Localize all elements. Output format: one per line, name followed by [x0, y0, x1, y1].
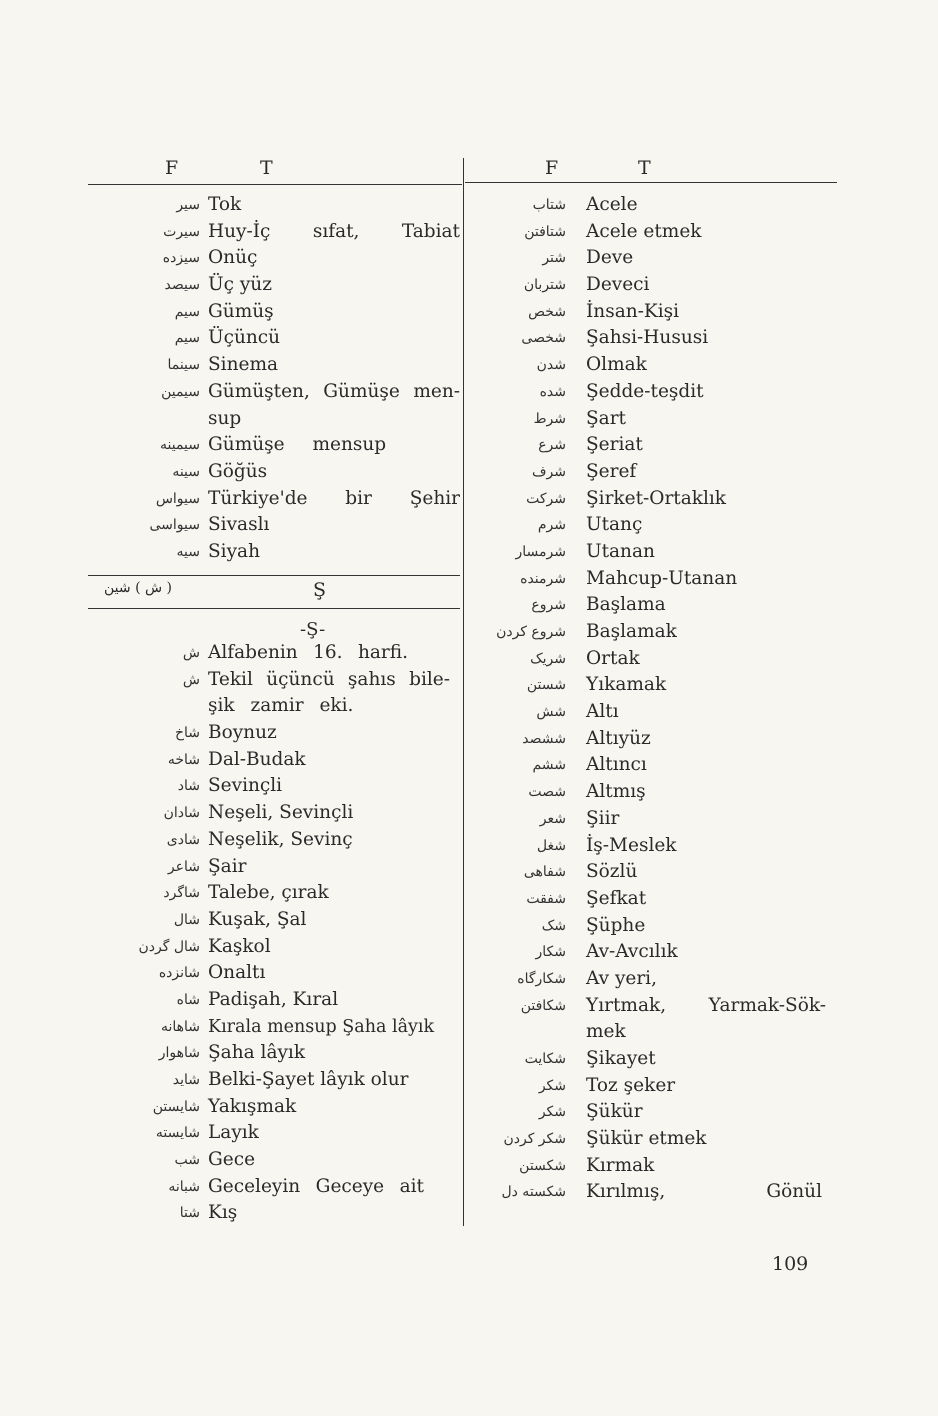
- list-item: سیواس Türkiye'de bir Şehir: [155, 487, 460, 509]
- list-item: شبانه Geceleyin Geceye ait: [168, 1175, 424, 1197]
- list-item: شده Şedde-teşdit: [539, 380, 704, 402]
- list-item: شاگرد Talebe, çırak: [163, 882, 329, 904]
- list-item: شاهانه Kırala mensup Şaha lâyık: [160, 1016, 435, 1037]
- list-item: mek: [586, 1021, 626, 1043]
- list-item: sup: [208, 407, 242, 429]
- list-item: شاه Padişah, Kıral: [176, 988, 339, 1010]
- list-item: ششصد Altıyüz: [522, 727, 651, 749]
- list-item: سینما Sinema: [167, 354, 279, 376]
- list-item: شال Kuşak, Şal: [173, 908, 307, 930]
- list-item: شرمنده Mahcup-Utanan: [520, 567, 738, 589]
- list-item: شفقت Şefkat: [526, 887, 647, 909]
- list-item: شکایت Şikayet: [524, 1048, 656, 1069]
- list-item: شرع Şeriat: [538, 434, 643, 456]
- list-item: شاد Sevinçli: [177, 775, 283, 797]
- left-entries-section-s: [88, 640, 460, 1227]
- list-item: شادی Neşelik, Sevinç: [166, 828, 353, 850]
- list-item: سیزده Onüç: [162, 247, 258, 269]
- list-item: شکر Toz şeker: [538, 1074, 676, 1096]
- list-item: شصت Altmış: [528, 781, 646, 803]
- list-item: شروع کردن Başlamak: [496, 621, 677, 642]
- list-item: سینه Göğüs: [172, 460, 268, 482]
- list-item: ش Tekil üçüncü şahıs bile-: [182, 668, 450, 690]
- list-item: شتربان Deveci: [523, 274, 650, 296]
- list-item: شخصی Şahsi-Hususi: [521, 327, 709, 349]
- list-item: شاعر Şair: [167, 855, 247, 877]
- list-item: شرکت Şirket-Ortaklık: [526, 487, 727, 509]
- list-item: شتاب Acele: [532, 194, 638, 215]
- list-item: شغل İş-Meslek: [536, 834, 677, 856]
- list-item: شاید Belki-Şayet lâyık olur: [172, 1069, 409, 1090]
- list-item: شرمسار Utanan: [515, 540, 655, 562]
- list-item: ش Alfabenin 16. harfi.: [182, 642, 408, 663]
- list-item: شتا Kış: [179, 1202, 238, 1224]
- right-entries: [466, 192, 836, 1206]
- page-number: 109: [772, 1253, 809, 1275]
- left-header-f: F: [165, 157, 180, 179]
- list-item: شفاهی Sözlü: [523, 861, 638, 883]
- list-item: سیه Siyah: [176, 540, 260, 562]
- list-item: سیر Tok: [176, 194, 242, 215]
- list-item: شک Şüphe: [541, 914, 646, 936]
- list-item: سیصد Üç yüz: [164, 274, 272, 296]
- list-item: شکافتن Yırtmak, Yarmak-Sök-: [520, 994, 826, 1016]
- list-item: شش Altı: [536, 701, 619, 723]
- list-item: سیمینه Gümüşe mensup: [159, 434, 387, 456]
- right-header-t: T: [638, 157, 652, 179]
- list-item: شرط Şart: [533, 407, 626, 429]
- list-item: شتر Deve: [542, 247, 634, 269]
- list-item: شایستن Yakışmak: [152, 1095, 297, 1117]
- list-item: شعر Şiir: [539, 807, 620, 829]
- left-header-t: T: [260, 157, 274, 179]
- list-item: شب Gece: [174, 1149, 256, 1171]
- left-entries: [88, 192, 460, 566]
- list-item: شادان Neşeli, Sevinçli: [163, 802, 354, 824]
- list-item: شاهوار Şaha lâyık: [158, 1042, 306, 1064]
- list-item: شاخه Dal-Budak: [167, 748, 306, 770]
- left-header-rule: [88, 184, 462, 185]
- list-item: شکر Şükür: [538, 1101, 643, 1123]
- list-item: شاخ Boynuz: [174, 722, 277, 744]
- column-divider: [463, 158, 464, 1226]
- list-item: شکار Av-Avcılık: [535, 941, 678, 963]
- list-item: ششم Altıncı: [532, 754, 647, 776]
- list-item: سیم Gümüş: [174, 300, 274, 322]
- list-item: شرم Utanç: [537, 514, 643, 536]
- list-item: شکارگاه Av yeri,: [517, 967, 657, 989]
- section-rule-bottom: [88, 608, 460, 609]
- section-subheading: -Ş-: [300, 619, 326, 640]
- list-item: شایسته Layık: [155, 1122, 259, 1144]
- list-item: سیم Üçüncü: [174, 327, 281, 349]
- section-arabic-label: ( ش ) شین: [104, 580, 172, 596]
- list-item: شانزده Onaltı: [158, 962, 266, 984]
- list-item: شکر کردن Şükür etmek: [503, 1128, 707, 1150]
- section-letter: Ş: [313, 579, 327, 601]
- list-item: شرف Şeref: [532, 460, 637, 482]
- list-item: شریک Ortak: [530, 647, 640, 669]
- list-item: شال گردن Kaşkol: [138, 935, 271, 957]
- list-item: شتافتن Acele etmek: [524, 220, 702, 242]
- right-header-rule: [465, 182, 837, 183]
- section-rule-top: [88, 575, 460, 576]
- list-item: سیمین Gümüşten, Gümüşe men-: [161, 380, 460, 402]
- list-item: شستن Yıkamak: [526, 674, 667, 696]
- list-item: شدن Olmak: [536, 354, 647, 376]
- list-item: سیواسی Sivaslı: [149, 514, 270, 536]
- list-item: شکستن Kırmak: [519, 1154, 655, 1176]
- list-item: شروع Başlama: [531, 594, 666, 616]
- list-item: سیرت Huy-İç sıfat, Tabiat: [163, 220, 460, 242]
- list-item: شکسته دل Kırılmış, Gönül: [501, 1181, 822, 1203]
- right-header-f: F: [545, 157, 560, 179]
- list-item: şik zamir eki.: [208, 695, 354, 717]
- list-item: شخص İnsan-Kişi: [528, 300, 680, 322]
